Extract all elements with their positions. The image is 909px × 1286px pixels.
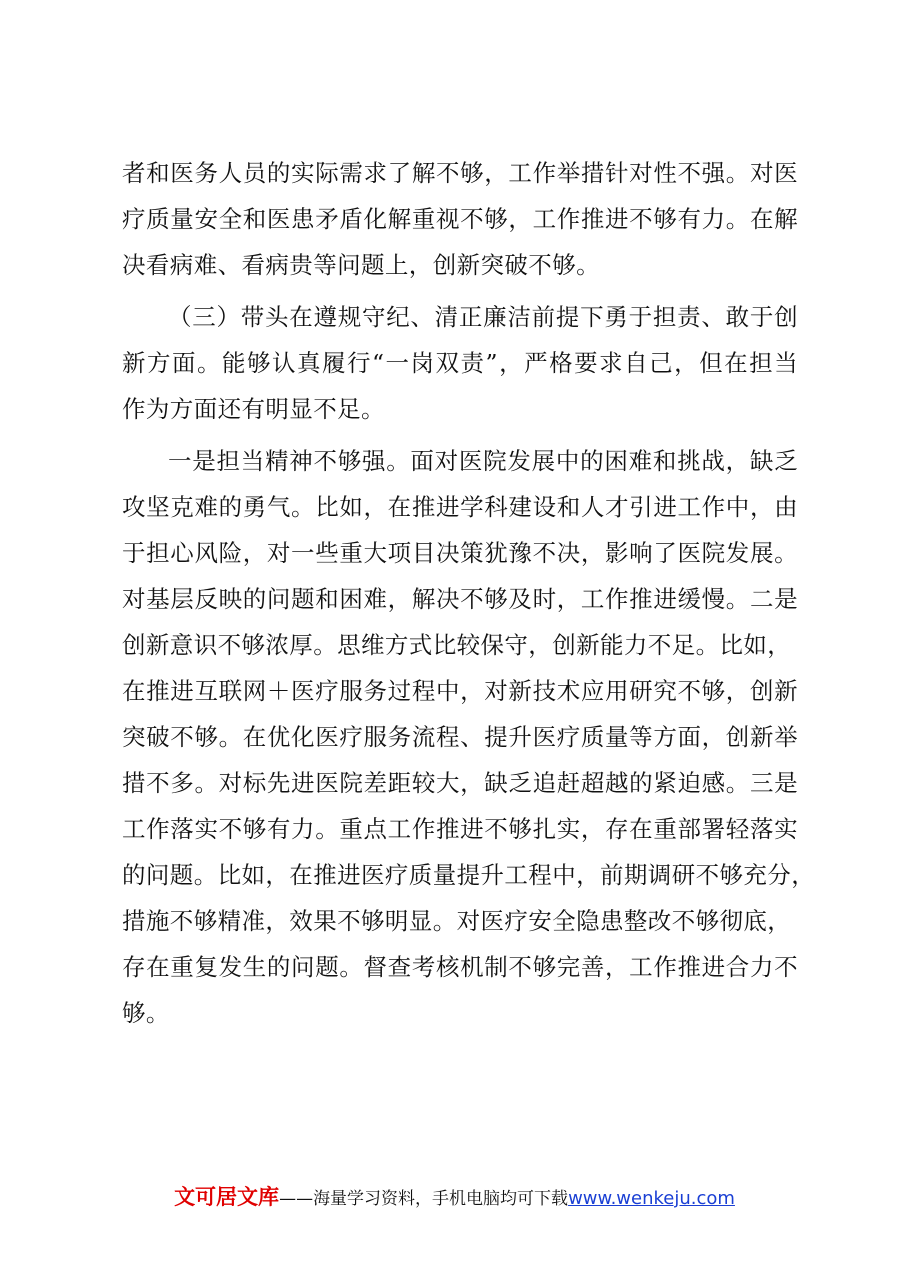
body-line: 创新意识不够浓厚。思维方式比较保守，创新能力不足。比如， [122,631,792,659]
document-body [122,150,816,1036]
section-heading-line: （三）带头在遵规守纪、清正廉洁前提下勇于担责、敢于创 [168,303,798,331]
body-line: 攻坚克难的勇气。比如，在推进学科建设和人才引进工作中，由 [122,493,798,521]
body-line: 存在重复发生的问题。督查考核机制不够完善，工作推进合力不 [122,953,798,981]
footer-banner [0,1181,909,1211]
body-line: 一是担当精神不够强。面对医院发展中的困难和挑战，缺乏 [168,447,798,475]
body-line: 新方面。能够认真履行“一岗双责”，严格要求自己，但在担当 [122,349,798,377]
body-line: 工作落实不够有力。重点工作推进不够扎实，存在重部署轻落实 [122,815,798,843]
body-line: 在推进互联网＋医疗服务过程中，对新技术应用研究不够，创新 [122,677,798,705]
body-line: 者和医务人员的实际需求了解不够，工作举措针对性不强。对医 [122,159,798,187]
body-line: 突破不够。在优化医疗服务流程、提升医疗质量等方面，创新举 [122,723,798,751]
body-line: 决看病难、看病贵等问题上，创新突破不够。 [122,251,600,279]
body-line: 措施不够精准，效果不够明显。对医疗安全隐患整改不够彻底， [122,907,792,935]
body-line: 对基层反映的问题和困难，解决不够及时，工作推进缓慢。二是 [122,585,798,613]
body-line: 疗质量安全和医患矛盾化解重视不够，工作推进不够有力。在解 [122,205,798,233]
body-line: 够。 [122,999,170,1027]
body-line: 于担心风险，对一些重大项目决策犹豫不决，影响了医院发展。 [122,539,798,567]
footer-slogan: ——海量学习资料，手机电脑均可下载 [279,1189,569,1209]
body-line: 的问题。比如，在推进医疗质量提升工程中，前期调研不够充分， [122,861,816,889]
body-line: 措不多。对标先进医院差距较大，缺乏追赶超越的紧迫感。三是 [122,769,798,797]
body-line: 作为方面还有明显不足。 [122,395,385,423]
footer-brand: 文可居文库 [174,1185,280,1209]
footer-site-link[interactable]: www.wenkeju.com [568,1188,735,1209]
